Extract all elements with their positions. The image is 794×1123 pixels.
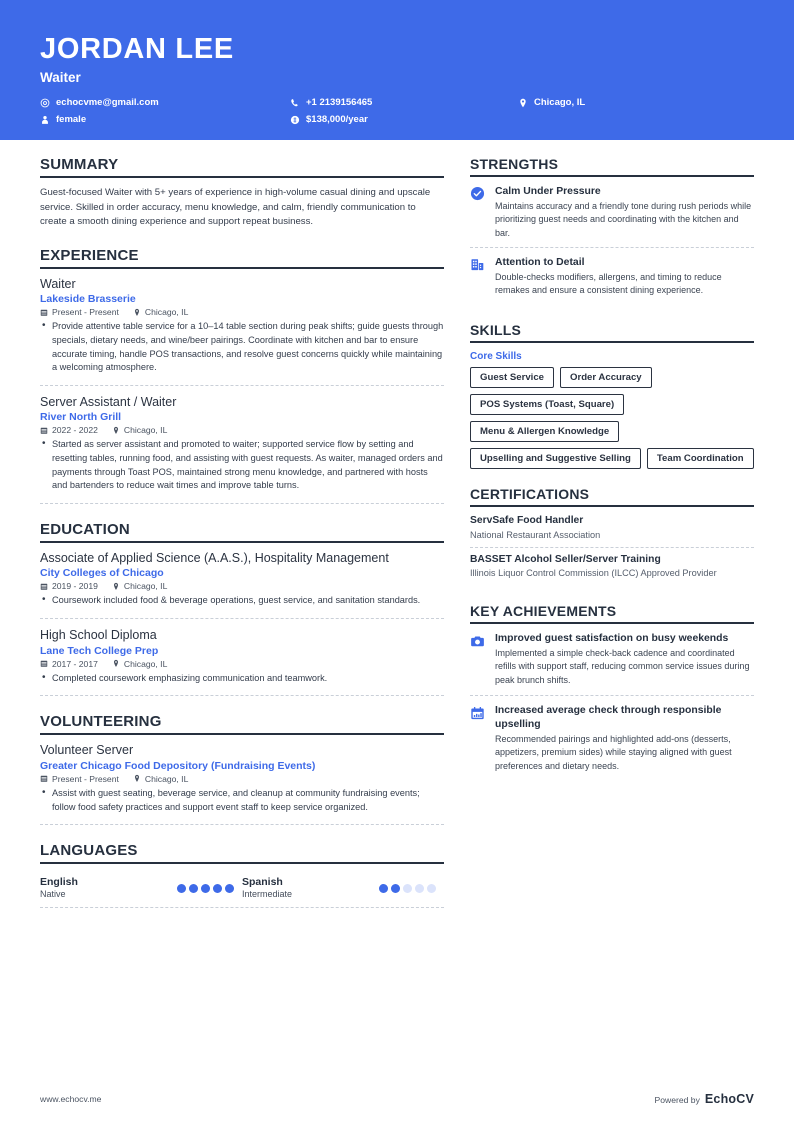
resume-footer — [0, 1075, 794, 1123]
contact-gender-value: female — [56, 113, 87, 125]
entry-meta — [40, 307, 444, 317]
section-achievements — [470, 603, 754, 781]
entry-organization: Lakeside Brasserie — [40, 293, 136, 306]
bullet-item: • Completed coursework emphasizing communication and teamwork. — [52, 672, 444, 686]
entry-location-value: Chicago, IL — [123, 658, 168, 669]
education-entry — [40, 628, 444, 696]
section-strengths — [470, 156, 754, 305]
salary-icon — [290, 115, 300, 125]
achievement-text — [495, 704, 754, 773]
brand-name: EchoCV — [704, 1092, 754, 1106]
entry-bullets — [40, 320, 444, 374]
entry-dates — [40, 307, 119, 317]
left-column — [40, 140, 444, 908]
entry-bullets — [40, 787, 444, 814]
right-column — [470, 140, 754, 781]
entry-dates — [40, 581, 98, 591]
contact-location-value: Chicago, IL — [534, 97, 586, 109]
entry-bullets — [40, 438, 444, 492]
contact-phone-value: +1 2139156465 — [306, 97, 373, 109]
phone-icon — [290, 98, 300, 108]
entry-location-value: Chicago, IL — [144, 307, 189, 318]
contact-salary-value: $138,000/year — [306, 113, 368, 125]
rating-dot — [213, 884, 222, 893]
entry-dates — [40, 774, 119, 784]
entry-meta — [40, 425, 444, 435]
candidate-name: JORDAN LEE — [40, 33, 234, 65]
section-education — [40, 521, 444, 696]
strength-text — [495, 185, 754, 240]
volunteering-entry — [40, 743, 444, 825]
section-summary — [40, 156, 444, 230]
education-entry — [40, 551, 444, 619]
section-languages — [40, 842, 444, 907]
strength-description: Double-checks modifiers, allergens, and timing to reduce remakes and ensure a consistent dining experience. — [495, 271, 722, 296]
experience-entry — [40, 395, 444, 504]
footer-url[interactable]: www.echocv.me — [40, 1094, 102, 1104]
resume-header — [0, 0, 794, 140]
certification-organization: National Restaurant Association — [470, 529, 601, 540]
contact-email — [40, 97, 290, 108]
entry-location — [112, 581, 167, 591]
entry-dates-value: Present - Present — [52, 773, 119, 784]
contact-phone — [290, 97, 518, 108]
entry-dates-value: 2022 - 2022 — [52, 425, 98, 436]
bullet-item: • Provide attentive table service for a 10–14 table section during peak shifts; guide guests through specials, dietary needs, and wine/beer pairings. Coordinate with kitchen and bar to ensure accurate timing, handle POS transactions, and resolve guest concerns quickly while maintaining a welcoming atmosphere. — [52, 320, 444, 374]
strength-title: Calm Under Pressure — [495, 186, 601, 197]
skill-tag[interactable]: Upselling and Suggestive Selling — [470, 448, 641, 469]
entry-organization: Lane Tech College Prep — [40, 644, 159, 657]
certifications-heading: CERTIFICATIONS — [470, 486, 754, 507]
language-text — [40, 876, 78, 900]
location-icon — [518, 98, 528, 108]
entry-location — [112, 659, 167, 669]
rating-dot — [391, 884, 400, 893]
rating-dot — [225, 884, 234, 893]
rating-dot — [415, 884, 424, 893]
entry-meta — [40, 659, 444, 669]
experience-entry — [40, 277, 444, 386]
section-volunteering — [40, 713, 444, 825]
certification-title: BASSET Alcohol Seller/Server Training — [470, 553, 661, 565]
language-level: Native — [40, 889, 66, 900]
location-pin-icon — [112, 582, 120, 591]
summary-text: Guest-focused Waiter with 5+ years of experience in high-volume casual dining and upscale service. Skilled in order accuracy, menu knowledge, and calm, friendly communication to create a smooth dining experience and support repeat business. — [40, 187, 431, 228]
language-name: English — [40, 876, 78, 889]
certification-item — [470, 515, 754, 548]
bullet-item: • Coursework included food & beverage operations, guest service, and sanitation standards. — [52, 594, 444, 608]
strength-description: Maintains accuracy and a friendly tone during rush periods while prioritizing guest needs and coordinating with the kitchen and bar. — [495, 201, 752, 238]
calendar-icon — [40, 426, 48, 435]
contact-salary — [290, 114, 518, 125]
rating-dot — [189, 884, 198, 893]
person-icon — [40, 115, 50, 125]
achievements-heading: KEY ACHIEVEMENTS — [470, 603, 754, 624]
check-circle-icon — [470, 185, 486, 240]
calendar-icon — [40, 308, 48, 317]
entry-title: Waiter — [40, 276, 76, 291]
rating-dot — [177, 884, 186, 893]
skills-subheading: Core Skills — [470, 350, 522, 362]
section-certifications — [470, 486, 754, 586]
bullet-item: • Assist with guest seating, beverage service, and cleanup at community fundraising events; follow food safety practices and support event staff to keep service organized. — [52, 787, 444, 814]
entry-dates-value: Present - Present — [52, 307, 119, 318]
entry-meta — [40, 774, 444, 784]
rating-dot — [379, 884, 388, 893]
skill-tag-list — [470, 367, 754, 469]
entry-dates — [40, 659, 98, 669]
powered-by-label: Powered by — [654, 1095, 700, 1105]
section-skills — [470, 322, 754, 469]
building-icon — [470, 256, 486, 298]
skill-tag[interactable]: POS Systems (Toast, Square) — [470, 394, 624, 415]
skill-tag[interactable]: Menu & Allergen Knowledge — [470, 421, 619, 442]
achievement-item — [470, 632, 754, 696]
entry-organization: River North Grill — [40, 411, 122, 424]
education-heading: EDUCATION — [40, 521, 444, 543]
entry-location-value: Chicago, IL — [144, 773, 189, 784]
entry-location-value: Chicago, IL — [123, 425, 168, 436]
strength-item — [470, 185, 754, 248]
strength-text — [495, 256, 754, 298]
achievement-title: Increased average check through responsible upselling — [495, 704, 722, 730]
footer-branding — [654, 1092, 754, 1106]
entry-bullets — [40, 594, 444, 608]
skill-tag[interactable]: Guest Service — [470, 367, 554, 388]
certification-title: ServSafe Food Handler — [470, 514, 584, 526]
contact-location — [518, 97, 754, 108]
entry-title: Associate of Applied Science (A.A.S.), Hospitality Management — [40, 550, 389, 565]
skills-heading: SKILLS — [470, 322, 754, 343]
language-rating-dots — [379, 884, 436, 893]
strength-title: Attention to Detail — [495, 256, 585, 268]
achievement-description: Implemented a simple check-back cadence and coordinated refills with support staff, reducing common service issues during peak brunch shifts. — [495, 648, 750, 685]
resume-body — [0, 140, 794, 908]
location-pin-icon — [112, 426, 120, 435]
entry-organization: Greater Chicago Food Depository (Fundraising Events) — [40, 759, 316, 772]
certification-organization: Illinois Liquor Control Commission (ILCC) Approved Provider — [470, 568, 717, 579]
language-text — [242, 876, 292, 900]
entry-location — [133, 774, 188, 784]
achievement-item — [470, 704, 754, 781]
entry-dates-value: 2017 - 2017 — [52, 658, 98, 669]
entry-title: Volunteer Server — [40, 743, 134, 758]
entry-location — [112, 425, 167, 435]
contact-details — [40, 97, 754, 125]
calendar-icon — [40, 659, 48, 668]
rating-dot — [403, 884, 412, 893]
skill-tag[interactable]: Team Coordination — [647, 448, 754, 469]
entry-title: Server Assistant / Waiter — [40, 394, 177, 409]
section-experience — [40, 247, 444, 504]
experience-heading: EXPERIENCE — [40, 247, 444, 269]
calendar-icon — [40, 774, 48, 783]
language-item — [242, 876, 444, 900]
entry-meta — [40, 581, 444, 591]
calendar-chart-icon — [470, 704, 486, 773]
skill-tag[interactable]: Order Accuracy — [560, 367, 652, 388]
entry-organization: City Colleges of Chicago — [40, 567, 164, 580]
certification-item — [470, 554, 754, 586]
languages-row — [40, 872, 444, 907]
email-icon — [40, 98, 50, 108]
language-rating-dots — [177, 884, 234, 893]
languages-heading: LANGUAGES — [40, 842, 444, 864]
language-name: Spanish — [242, 876, 283, 889]
achievement-title: Improved guest satisfaction on busy weekends — [495, 632, 729, 644]
rating-dot — [427, 884, 436, 893]
rating-dot — [201, 884, 210, 893]
bullet-item: • Started as server assistant and promoted to waiter; supported service flow by setting and resetting tables, running food, and assisting with guest requests. As waiter, managed orders and payments through Toast POS, maintained strong menu knowledge, and partnered with hosts and bartenders to reduce wait times and improve table turns. — [52, 438, 444, 492]
location-pin-icon — [133, 308, 141, 317]
achievement-text — [495, 632, 754, 687]
entry-dates — [40, 425, 98, 435]
volunteering-heading: VOLUNTEERING — [40, 713, 444, 735]
achievement-description: Recommended pairings and highlighted add-ons (desserts, appetizers, premium sides) while staying aligned with guest preferences and dietary needs. — [495, 734, 732, 771]
language-level: Intermediate — [242, 889, 293, 900]
candidate-role: Waiter — [40, 70, 81, 86]
entry-dates-value: 2019 - 2019 — [52, 581, 98, 592]
entry-location — [133, 307, 188, 317]
location-pin-icon — [112, 659, 120, 668]
contact-gender — [40, 114, 290, 125]
strength-item — [470, 256, 754, 305]
entry-location-value: Chicago, IL — [123, 581, 168, 592]
entry-bullets — [40, 672, 444, 686]
contact-email-value: echocvme@gmail.com — [56, 97, 159, 109]
entry-title: High School Diploma — [40, 628, 157, 643]
location-pin-icon — [133, 774, 141, 783]
strengths-heading: STRENGTHS — [470, 156, 754, 177]
summary-heading: SUMMARY — [40, 156, 444, 178]
language-item — [40, 876, 242, 900]
camera-icon — [470, 632, 486, 687]
calendar-icon — [40, 582, 48, 591]
